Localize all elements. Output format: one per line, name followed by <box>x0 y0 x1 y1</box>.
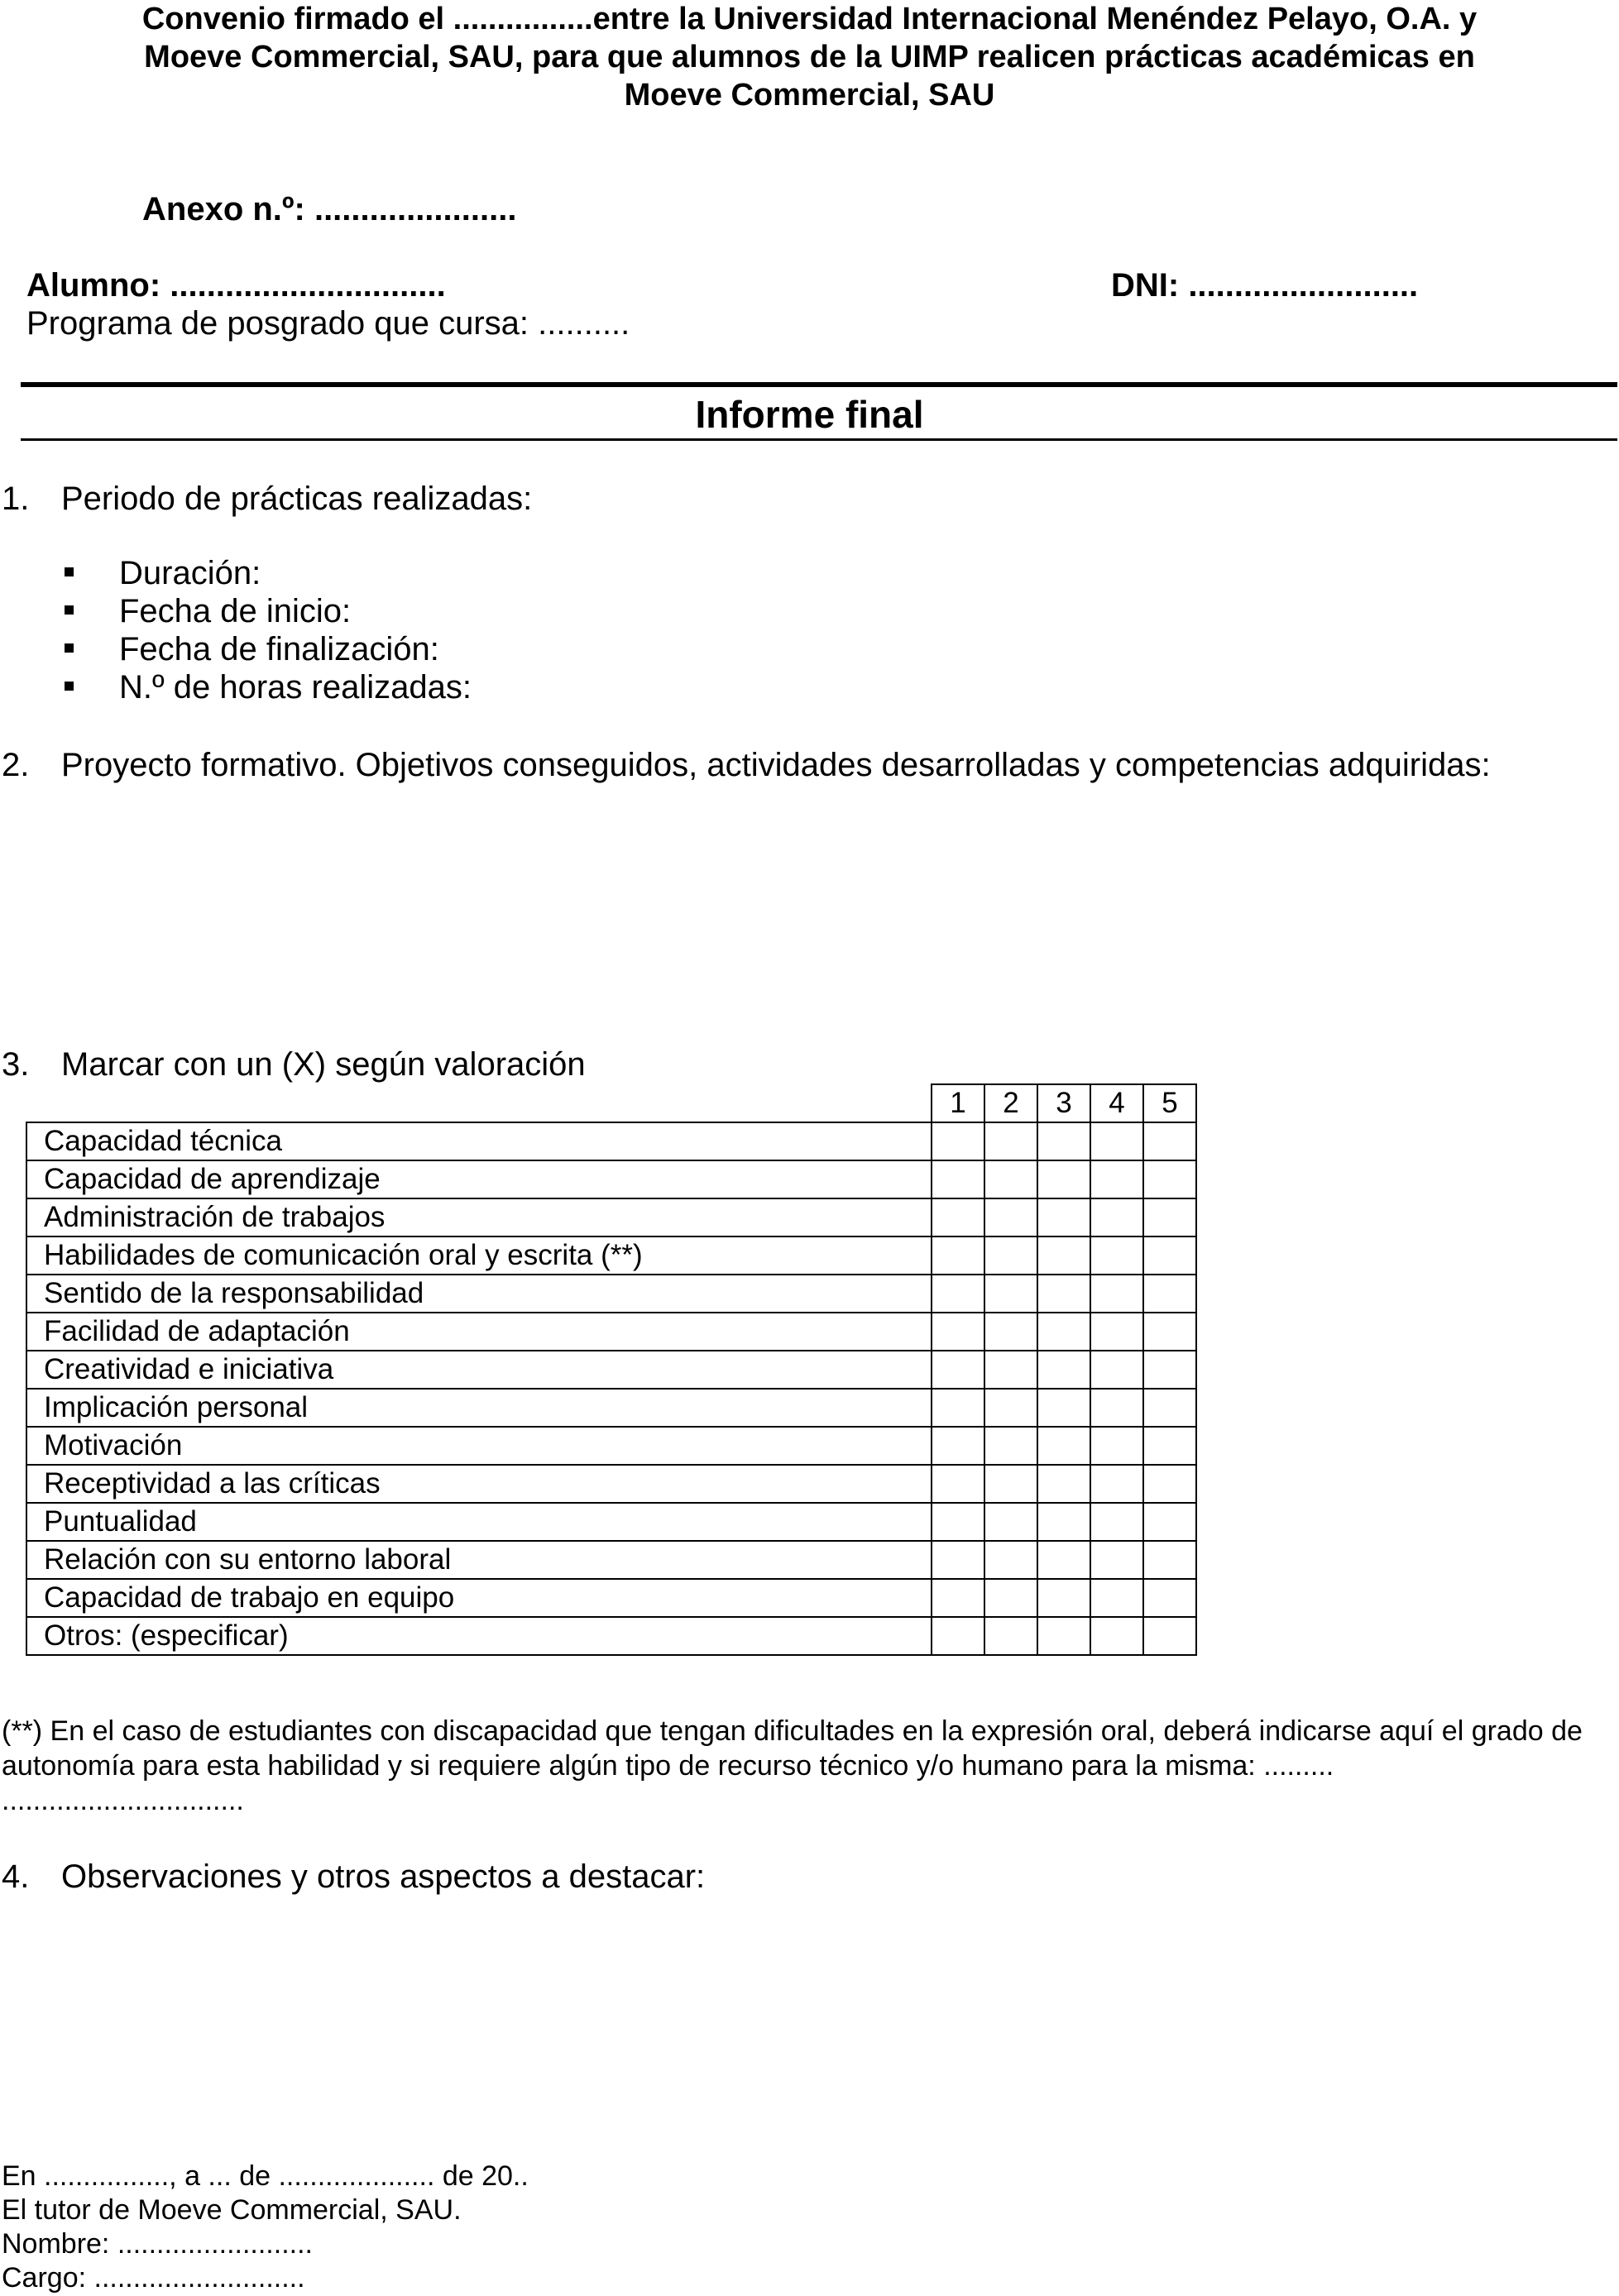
rating-cell-1[interactable] <box>932 1465 984 1503</box>
report-title: Informe final <box>695 393 924 436</box>
table-row <box>26 1579 1196 1617</box>
rating-cell-2[interactable] <box>984 1503 1037 1541</box>
list-item-start-date: Fecha de inicio: <box>119 593 352 629</box>
bullet-icon <box>65 567 74 576</box>
rating-scale-header <box>26 1084 1196 1122</box>
rating-cell-5[interactable] <box>1143 1313 1196 1351</box>
rating-cell-4[interactable] <box>1090 1389 1143 1427</box>
criterion-label: Habilidades de comunicación oral y escrita (**) <box>26 1236 932 1275</box>
rating-cell-2[interactable] <box>984 1122 1037 1160</box>
criterion-label: Otros: (especificar) <box>26 1617 932 1655</box>
rating-cell-4[interactable] <box>1090 1236 1143 1275</box>
rating-cell-4[interactable] <box>1090 1122 1143 1160</box>
table-row <box>26 1275 1196 1313</box>
rating-cell-5[interactable] <box>1143 1541 1196 1579</box>
rating-cell-3[interactable] <box>1037 1427 1090 1465</box>
table-row <box>26 1465 1196 1503</box>
bullet-icon <box>65 605 74 615</box>
rating-cell-2[interactable] <box>984 1313 1037 1351</box>
rating-cell-2[interactable] <box>984 1579 1037 1617</box>
rating-cell-1[interactable] <box>932 1579 984 1617</box>
rating-cell-2[interactable] <box>984 1427 1037 1465</box>
scale-1: 1 <box>932 1084 984 1122</box>
section-3-number: 3. <box>2 1046 30 1083</box>
rating-cell-5[interactable] <box>1143 1579 1196 1617</box>
rating-cell-1[interactable] <box>932 1198 984 1236</box>
scale-4: 4 <box>1090 1084 1143 1122</box>
scale-5: 5 <box>1143 1084 1196 1122</box>
criterion-label: Capacidad de trabajo en equipo <box>26 1579 932 1617</box>
rating-cell-1[interactable] <box>932 1351 984 1389</box>
tutor-line: El tutor de Moeve Commercial, SAU. <box>2 2194 462 2226</box>
rating-cell-2[interactable] <box>984 1351 1037 1389</box>
section-1-number: 1. <box>2 481 30 517</box>
rating-cell-5[interactable] <box>1143 1389 1196 1427</box>
rating-cell-2[interactable] <box>984 1275 1037 1313</box>
rating-cell-5[interactable] <box>1143 1503 1196 1541</box>
rating-cell-2[interactable] <box>984 1389 1037 1427</box>
rating-cell-4[interactable] <box>1090 1541 1143 1579</box>
rating-cell-4[interactable] <box>1090 1313 1143 1351</box>
rating-cell-3[interactable] <box>1037 1275 1090 1313</box>
list-item-duration: Duración: <box>119 555 261 591</box>
tutor-position-field: Cargo: ........................... <box>2 2262 305 2294</box>
section-4-number: 4. <box>2 1858 30 1895</box>
postgraduate-program-field: Programa de posgrado que cursa: .......... <box>26 305 630 342</box>
student-name-field: Alumno: .............................. <box>26 267 446 304</box>
criterion-label: Capacidad de aprendizaje <box>26 1160 932 1198</box>
agreement-title-line-3: Moeve Commercial, SAU <box>624 78 995 112</box>
rating-cell-5[interactable] <box>1143 1122 1196 1160</box>
criterion-label: Creatividad e iniciativa <box>26 1351 932 1389</box>
bullet-icon <box>65 643 74 653</box>
rating-cell-1[interactable] <box>932 1313 984 1351</box>
rating-cell-5[interactable] <box>1143 1198 1196 1236</box>
rating-cell-1[interactable] <box>932 1122 984 1160</box>
rating-cell-5[interactable] <box>1143 1465 1196 1503</box>
section-3-label: Marcar con un (X) según valoración <box>61 1046 586 1083</box>
place-date-line: En ................, a ... de .................... de 20.. <box>2 2160 529 2192</box>
rating-cell-5[interactable] <box>1143 1275 1196 1313</box>
rating-cell-3[interactable] <box>1037 1541 1090 1579</box>
table-row <box>26 1389 1196 1427</box>
rating-table <box>26 1083 1197 1656</box>
rating-cell-3[interactable] <box>1037 1389 1090 1427</box>
dni-field: DNI: ......................... <box>1111 267 1419 304</box>
blank-cell <box>26 1084 932 1122</box>
table-row <box>26 1617 1196 1655</box>
section-2-number: 2. <box>2 747 30 783</box>
rating-cell-4[interactable] <box>1090 1579 1143 1617</box>
rating-cell-2[interactable] <box>984 1198 1037 1236</box>
rating-cell-2[interactable] <box>984 1465 1037 1503</box>
rating-cell-3[interactable] <box>1037 1465 1090 1503</box>
scale-2: 2 <box>984 1084 1037 1122</box>
rating-cell-4[interactable] <box>1090 1617 1143 1655</box>
rating-cell-2[interactable] <box>984 1160 1037 1198</box>
criterion-label: Sentido de la responsabilidad <box>26 1275 932 1313</box>
rating-cell-3[interactable] <box>1037 1617 1090 1655</box>
criterion-label: Capacidad técnica <box>26 1122 932 1160</box>
rating-cell-5[interactable] <box>1143 1236 1196 1275</box>
title-top-rule <box>21 382 1617 387</box>
rating-cell-4[interactable] <box>1090 1198 1143 1236</box>
table-row <box>26 1427 1196 1465</box>
table-row <box>26 1236 1196 1275</box>
rating-cell-3[interactable] <box>1037 1236 1090 1275</box>
rating-cell-4[interactable] <box>1090 1351 1143 1389</box>
disability-note-line-1: (**) En el caso de estudiantes con discapacidad que tengan dificultades en la expresión oral, deberá indicarse aquí el grado de <box>2 1715 1583 1747</box>
rating-cell-2[interactable] <box>984 1617 1037 1655</box>
rating-cell-1[interactable] <box>932 1160 984 1198</box>
rating-cell-4[interactable] <box>1090 1465 1143 1503</box>
disability-note-line-2: autonomía para esta habilidad y si requiere algún tipo de recurso técnico y/o humano para la misma: ......... <box>2 1750 1334 1782</box>
rating-cell-5[interactable] <box>1143 1427 1196 1465</box>
criterion-label: Relación con su entorno laboral <box>26 1541 932 1579</box>
section-1-label: Periodo de prácticas realizadas: <box>61 481 533 517</box>
section-4-label: Observaciones y otros aspectos a destacar: <box>61 1858 706 1895</box>
title-bottom-rule <box>21 438 1617 441</box>
rating-cell-3[interactable] <box>1037 1503 1090 1541</box>
rating-cell-3[interactable] <box>1037 1198 1090 1236</box>
rating-cell-3[interactable] <box>1037 1351 1090 1389</box>
rating-cell-1[interactable] <box>932 1236 984 1275</box>
rating-cell-4[interactable] <box>1090 1503 1143 1541</box>
agreement-title-line-2: Moeve Commercial, SAU, para que alumnos de la UIMP realicen prácticas académicas en <box>144 40 1475 74</box>
rating-cell-1[interactable] <box>932 1503 984 1541</box>
rating-cell-3[interactable] <box>1037 1579 1090 1617</box>
list-item-hours: N.º de horas realizadas: <box>119 669 472 706</box>
criterion-label: Puntualidad <box>26 1503 932 1541</box>
rating-cell-2[interactable] <box>984 1236 1037 1275</box>
table-row <box>26 1351 1196 1389</box>
rating-cell-5[interactable] <box>1143 1160 1196 1198</box>
rating-cell-5[interactable] <box>1143 1617 1196 1655</box>
table-row <box>26 1160 1196 1198</box>
list-item-end-date: Fecha de finalización: <box>119 631 439 667</box>
rating-cell-1[interactable] <box>932 1275 984 1313</box>
rating-cell-3[interactable] <box>1037 1122 1090 1160</box>
rating-cell-1[interactable] <box>932 1389 984 1427</box>
section-2-label: Proyecto formativo. Objetivos conseguidos, actividades desarrolladas y competencias adquiridas: <box>61 747 1491 783</box>
tutor-name-field: Nombre: ......................... <box>2 2228 313 2260</box>
criterion-label: Facilidad de adaptación <box>26 1313 932 1351</box>
criterion-label: Administración de trabajos <box>26 1198 932 1236</box>
rating-cell-4[interactable] <box>1090 1160 1143 1198</box>
agreement-title-line-1: Convenio firmado el ................entre la Universidad Internacional Menéndez Pelayo, O.A. y <box>141 2 1478 36</box>
table-row <box>26 1541 1196 1579</box>
table-row <box>26 1503 1196 1541</box>
rating-cell-5[interactable] <box>1143 1351 1196 1389</box>
rating-cell-1[interactable] <box>932 1427 984 1465</box>
rating-cell-3[interactable] <box>1037 1160 1090 1198</box>
scale-3: 3 <box>1037 1084 1090 1122</box>
criterion-label: Receptividad a las críticas <box>26 1465 932 1503</box>
annex-number: Anexo n.º: ...................... <box>142 191 517 227</box>
rating-cell-3[interactable] <box>1037 1313 1090 1351</box>
disability-note-line-3: ............................... <box>2 1785 244 1816</box>
table-row <box>26 1198 1196 1236</box>
criterion-label: Implicación personal <box>26 1389 932 1427</box>
rating-cell-4[interactable] <box>1090 1427 1143 1465</box>
table-row <box>26 1122 1196 1160</box>
rating-cell-4[interactable] <box>1090 1275 1143 1313</box>
table-row <box>26 1313 1196 1351</box>
rating-cell-2[interactable] <box>984 1541 1037 1579</box>
rating-cell-1[interactable] <box>932 1617 984 1655</box>
rating-cell-1[interactable] <box>932 1541 984 1579</box>
criterion-label: Motivación <box>26 1427 932 1465</box>
bullet-icon <box>65 682 74 691</box>
